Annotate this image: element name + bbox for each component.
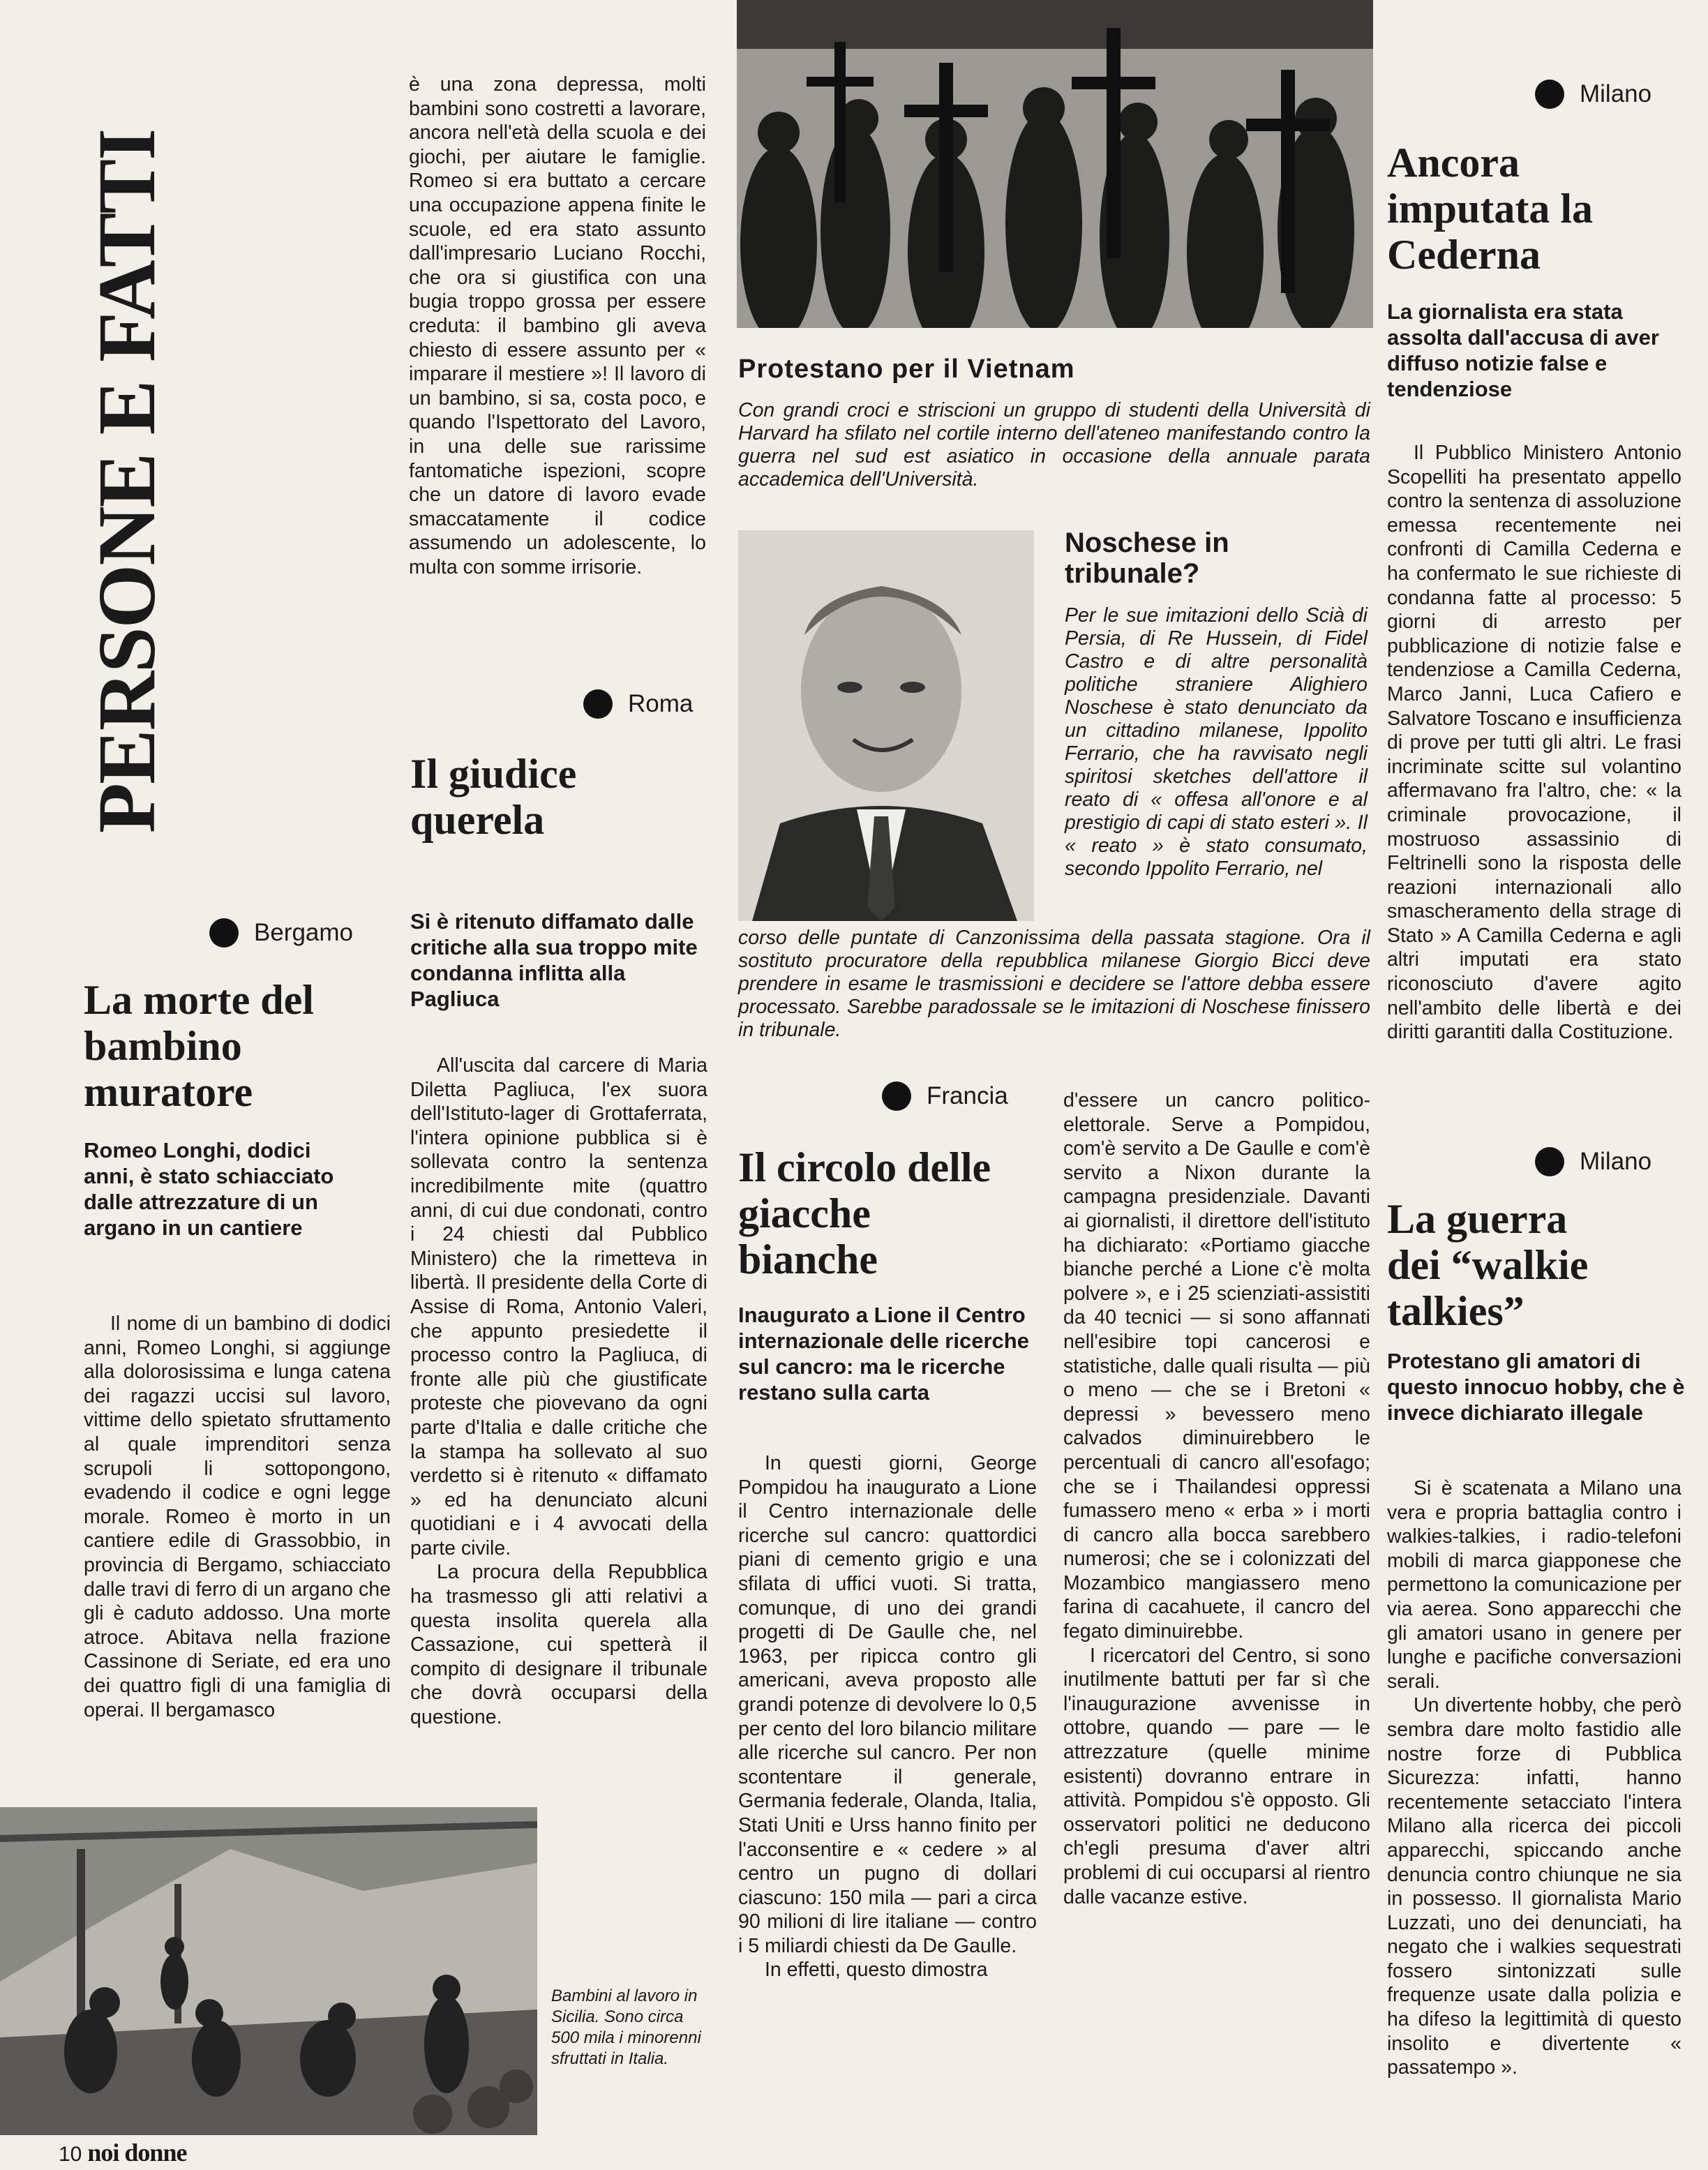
headline-cederna: Ancora imputata la Cederna	[1387, 140, 1594, 278]
page-number: 10	[59, 2143, 82, 2166]
dek-bergamo: Romeo Longhi, dodici anni, è stato schiacciato dalle attrezzature di un argano in un cantiere	[84, 1138, 334, 1240]
magazine-logo: noi donne	[87, 2139, 187, 2167]
headline-walkie: La guerra dei “walkie talkies”	[1387, 1196, 1589, 1334]
bullet-icon	[1535, 80, 1564, 109]
caption-vietnam: Con grandi croci e striscioni un gruppo di studenti della Università di Harvard ha sfilato nel cortile interno dell'ateneo manifestando contro la guerra nel sud est asiatico in occasione della annuale parata accademica dell'Università.	[738, 399, 1370, 491]
dek-roma: Si è ritenuto diffamato dalle critiche alla sua troppo mite condanna inflitta alla Pagliuca	[410, 909, 698, 1011]
caption-noschese-narrow: Per le sue imitazioni dello Scià di Persia, di Re Hussein, di Fidel Castro e di altre personalità politiche straniere Alighiero Noschese è stato denunciato da un cittadino milanese, Ippolito Ferrario, che ha ravvisato negli spiritosi sketches dell'attore il reato di « offesa all'onore e al prestigio di capi di stato esteri ». Il « reato » è stato consumato, secondo Ippolito Ferrario, nel	[1065, 604, 1368, 880]
bullet-icon	[583, 689, 613, 719]
body-roma: All'uscita dal carcere di Maria Diletta Pagliuca, l'ex suora dell'Istituto-lager di Grottaferrata, l'intera opinione pubblica si è sollevata contro la sentenza incredibilmente mite (quattro anni, di cui due condonati, contro i 24 chiesti dal Pubblico Ministero) che la rimetteva in libertà. Il presidente della Corte di Assise di Roma, Antonio Valeri, che appunto presiedette il processo contro la Pagliuca, di fronte alle più che giustificate proteste che piovevano da ogni parte d'Italia e dalle critiche che la stampa ha sollevato al suo verdetto si è ritenuto « diffamato » ed ha denunciato alcuni quotidiani e i 4 avvocati della parte civile. La procura della Repubblica ha trasmesso gli atti relativi a questa insolita querela alla Cassazione, cui spetterà il compito di designare il tribunale che dovrà occuparsi della questione.	[410, 1054, 707, 1729]
headline-francia: Il circolo delle giacche bianche	[738, 1144, 991, 1282]
headline-vietnam: Protestano per il Vietnam	[738, 354, 1075, 384]
bullet-icon	[882, 1082, 911, 1111]
location-milano-walkie: Milano	[1535, 1147, 1651, 1176]
section-title: PERSONE E FATTI	[81, 129, 172, 834]
photo-noschese	[738, 530, 1034, 921]
location-francia: Francia	[882, 1082, 1008, 1111]
dek-cederna: La giornalista era stata assolta dall'accusa di aver diffuso notizie false e tendenziose	[1387, 299, 1659, 401]
dek-walkie: Protestano gli amatori di questo innocuo hobby, che è invece dichiarato illegale	[1387, 1349, 1685, 1425]
page-footer	[59, 2138, 186, 2167]
body-bergamo-col1: Il nome di un bambino di dodici anni, Romeo Longhi, si aggiunge alla dolorosissima e lunga catena dei ragazzi uccisi sul lavoro, vittime dello spietato sfruttamento al quale imprenditori senza scrupoli li sottopongono, evadendo il codice e ogni legge morale. Romeo è morto in un cantiere edile di Grassobbio, in provincia di Bergamo, schiacciato dalle travi di ferro di un argano che gli è caduto addosso. Una morte atroce. Abitava nella frazione Cassinone di Seriate, ed era uno dei quattro figli di una famiglia di operai. Il bergamasco	[84, 1312, 391, 1721]
bullet-icon	[1535, 1147, 1564, 1176]
photo-child-labour	[0, 1807, 537, 2135]
bullet-icon	[209, 918, 239, 948]
location-bergamo: Bergamo	[209, 918, 353, 948]
body-francia-col2: d'essere un cancro politico-elettorale. Serve a Pompidou, com'è servito a De Gaulle e com'è servito a Nixon durante la campagna presidenziale. Davanti ai giornalisti, il direttore dell'istituto ha dichiarato: «Portiamo giacche bianche perché a Lione c'è molta polvere », e i 25 scienziati-assistiti da 40 tecnici — si sono affannati nell'esibire topi cancerosi e statistiche, dalle quali risulta — più o meno — che se i Bretoni « depressi » bevessero meno calvados diminuirebbero le percentuali di cancro all'esofago; che se i Thailandesi oppressi fumassero meno « erba » i morti di cancro alla bocca sarebbero numerosi; che se i colonizzati del Mozambico mangiassero meno farina di cacahuete, il cancro del fegato diminuirebbe. I ricercatori del Centro, si sono inutilmente battuti per far sì che l'inaugurazione avvenisse in ottobre, quando — pare — le attrezzature (quelle minime esistenti) dovranno entrare in attività. Pompidou s'è opposto. Gli osservatori politici ne deducono ch'egli presuma d'aver altri problemi di cui occuparsi al rientro dalle vacanze estive.	[1063, 1089, 1370, 1908]
body-bergamo-col2: è una zona depressa, molti bambini sono costretti a lavorare, ancora nell'età della scuola e dei giochi, per aiutare le famiglie. Romeo si era buttato a cercare una occupazione appena finite le scuole, ed era stato assunto dall'impresario Luciano Rocchi, che ora si giustifica con una bugia troppo grossa per essere creduta: il bambino gli aveva chiesto di essere assunto per « imparare il mestiere »! Il lavoro di un bambino, si sa, costa poco, e quando l'Ispettorato del Lavoro, in una delle sue rarissime fantomatiche ispezioni, scopre che un datore di lavoro evade smaccatamente il codice assumendo un adolescente, lo multa con somme irrisorie.	[409, 73, 706, 578]
headline-bergamo: La morte del bambino muratore	[84, 977, 314, 1115]
body-francia-col1: In questi giorni, George Pompidou ha inaugurato a Lione il Centro internazionale delle ricerche sul cancro: quattordici piani di cemento grigio e una sfilata di uffici vuoti. Si tratta, comunque, di uno dei grandi progetti di De Gaulle che, nel 1963, per ripicca contro gli americani, aveva proposto alle grandi potenze di devolvere lo 0,5 per cento del loro bilancio militare alle ricerche sul cancro. Per non scontentare il generale, Germania federale, Olanda, Italia, Stati Uniti e Urss hanno finito per l'acconsentire e « cedere » al centro un pugno di dollari ciascuno: 150 mila — pari a circa 90 milioni di lire italiane — contro i 5 miliardi chiesti da De Gaulle. In effetti, questo dimostra	[738, 1452, 1037, 1982]
location-milano-cederna: Milano	[1535, 80, 1651, 109]
caption-child-labour: Bambini al lavoro in Sicilia. Sono circa 500 mila i minorenni sfruttati in Italia.	[551, 1986, 701, 2068]
body-cederna: Il Pubblico Ministero Antonio Scopelliti ha presentato appello contro la sentenza di assoluzione emessa recentemente nei confronti di Camilla Cederna e ha confermato le sue richieste di condanna fatte al processo: 5 giorni di arresto per pubblicazione di notizie false e tendenziose a Camilla Cederna, Marco Janni, Luca Cafiero e Salvatore Toscano e insufficienza di prove per tutti gli altri. Le frasi incriminate scitte sul volantino affermavano fra l'altro, che: « la criminale provocazione, il mostruoso assassinio di Feltrinelli sono la risposta delle reazioni internazionali allo smascheramento della strage di Stato » A Camilla Cederna e agli altri imputati era stato riconosciuto d'avere agito nell'ambito delle libertà e dei diritti garantiti dalla Costituzione.	[1387, 442, 1681, 1044]
location-roma: Roma	[583, 689, 693, 719]
headline-noschese: Noschese in tribunale?	[1065, 527, 1229, 589]
body-walkie: Si è scatenata a Milano una vera e propria battaglia contro i walkies-talkies, i radio-telefoni mobili di marca giapponese che permettono la comunicazione per via aerea. Sono apparecchi che gli amatori usano in genere per lunghe e pacifiche conversazioni serali. Un divertente hobby, che però sembra dare molto fastidio alle nostre forze di Pubblica Sicurezza: infatti, hanno recentemente setacciato l'intera Milano alla ricerca dei piccoli apparecchi, spiccando anche denuncia contro chiunque ne sia in possesso. Il giornalista Mario Luzzati, uno dei denunciati, ha negato che i walkies sequestrati fossero sintonizzati sulle frequenze usate dalla polizia e ha difeso la legittimità di questo insolito e divertente « passatempo ».	[1387, 1477, 1681, 2079]
caption-noschese-wide: corso delle puntate di Canzonissima della passata stagione. Ora il sostituto procuratore della repubblica milanese Giorgio Bicci deve prendere in esame le trasmissioni e decidere se l'attore debba essere processato. Sarebbe paradossale se le imitazioni di Noschese finissero in tribunale.	[738, 927, 1370, 1041]
headline-roma: Il giudice querela	[410, 751, 577, 843]
photo-harvard-protest	[737, 0, 1373, 328]
dek-francia: Inaugurato a Lione il Centro internazionale delle ricerche sul cancro: ma le ricerche restano sulla carta	[738, 1303, 1029, 1405]
